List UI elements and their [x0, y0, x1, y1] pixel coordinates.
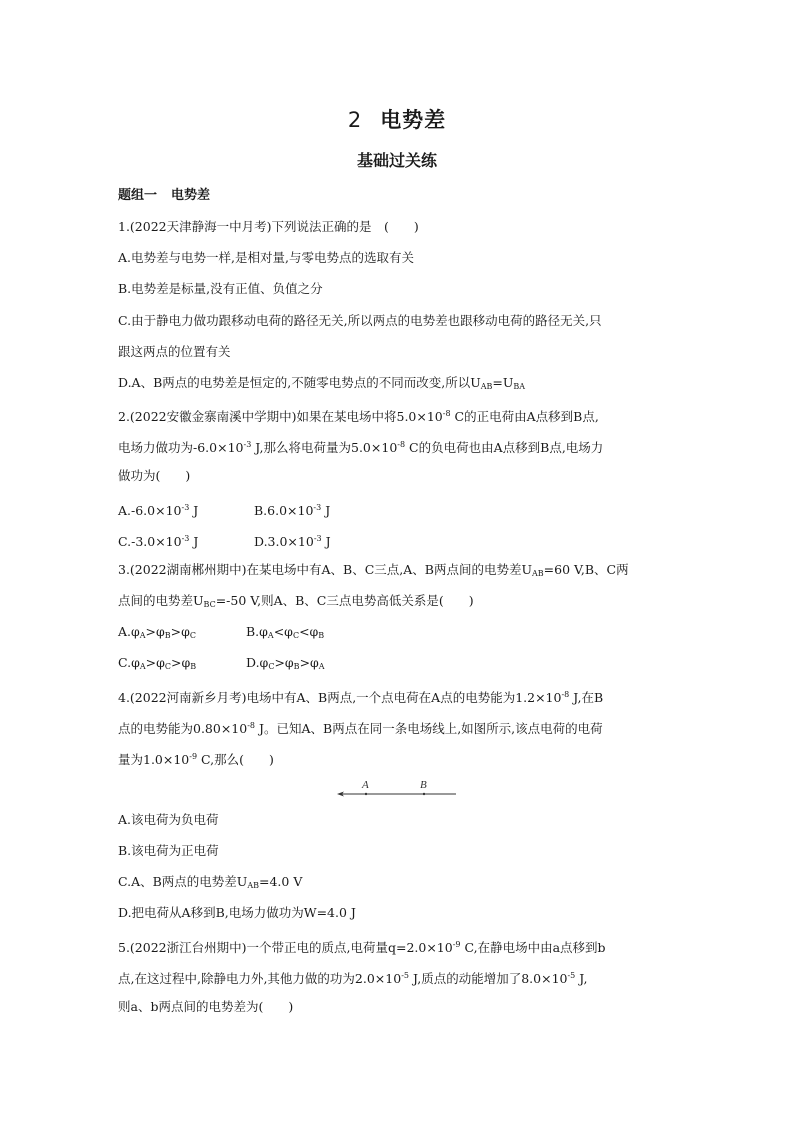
point-b-dot	[423, 793, 425, 795]
q4-option-d: D.把电荷从A移到B,电场力做功为W=4.0 J	[118, 905, 356, 920]
q2-l2-post: C的负电荷也由A点移到B点,电场力	[405, 440, 604, 455]
q4-stem-line1: 4.(2022河南新乡月考)电场中有A、B两点,一个点电荷在A点的电势能为$1.2\times 10^{-8}$ J,在B	[118, 690, 604, 705]
q3-option-d: $D.\varphi_C>\varphi_B>\varphi_A$	[246, 655, 325, 671]
q5-stem-line3: 则a、b两点间的电势差为( )	[118, 999, 294, 1014]
q3-option-a: $A.\varphi_A>\varphi_B>\varphi_C$	[118, 624, 197, 640]
q3-options-cd	[118, 654, 688, 676]
q1-option-c-line1: C.由于静电力做功跟移动电荷的路径无关,所以两点的电势差也跟移动电荷的路径无关,只	[118, 313, 602, 328]
q2-options-ab	[118, 499, 688, 520]
q2-stem-line2	[118, 436, 688, 457]
q1-option-b: B.电势差是标量,没有正值、负值之分	[118, 281, 323, 296]
q1-option-c-line2: 跟这两点的位置有关	[118, 344, 231, 359]
q3-option-c: $C.\varphi_A>\varphi_C>\varphi_B$	[118, 655, 197, 671]
q2-l1-sup: -8	[442, 409, 451, 418]
q2-l2-text: 电场力做功为-6.0×10	[118, 440, 244, 455]
q2-options-cd	[118, 530, 688, 551]
q2-l2-sup2: -8	[397, 440, 406, 449]
section-subtitle: 基础过关练	[356, 151, 437, 170]
point-a-label: A	[362, 779, 369, 791]
q2-l2-sup1: -3	[243, 440, 252, 449]
q2-l2-mid: J,那么将电荷量为5.0×10	[251, 440, 398, 455]
electric-field-line-diagram	[336, 777, 460, 805]
q3-options-ab	[118, 623, 688, 645]
point-b-label: B	[420, 779, 427, 791]
q3-option-b: $B.\varphi_A<\varphi_C<\varphi_B$	[246, 624, 325, 640]
q2-stem-line1	[118, 405, 688, 426]
q1-option-a: A.电势差与电势一样,是相对量,与零电势点的选取有关	[118, 250, 414, 265]
q3-stem-line2: 点间的电势差$U_{BC}=-50$ V,则A、B、C三点电势高低关系是( )	[118, 593, 474, 609]
q5-stem-line2: 点,在这过程中,除静电力外,其他力做的功为$2.0\times 10^{-5}$ J,质点的动能增加了$8.0\times 10^{-5}$ J,	[118, 971, 588, 986]
group-name: 电势差	[171, 188, 211, 203]
section-title	[0, 104, 794, 134]
q1-d-sub1: AB	[480, 382, 493, 391]
q1-d-sub2: BA	[513, 382, 526, 391]
q2-option-c: $C.-3.0\times 10^{-3}$ J	[118, 534, 199, 549]
q1-d-mid: =U	[492, 375, 514, 390]
q3-stem-line1: 3.(2022湖南郴州期中)在某电场中有A、B、C三点,A、B两点间的电势差$U_{AB}=60$ V,B、C两	[118, 562, 629, 578]
q2-l1-text: 2.(2022安徽金寨南溪中学期中)如果在某电场中将5.0×10	[118, 409, 443, 424]
point-a-dot	[365, 793, 367, 795]
q2-l1-post: C的正电荷由A点移到B点,	[450, 409, 599, 424]
q1-d-text: D.A、B两点的电势差是恒定的,不随零电势点的不同而改变,所以U	[118, 375, 481, 390]
q4-option-c: C.A、B两点的电势差$U_{AB}=4.0$ V	[118, 874, 303, 890]
section-number: 2	[347, 108, 363, 132]
q5-stem-line1: 5.(2022浙江台州期中)一个带正电的质点,电荷量$q=2.0\times 10^{-9}$ C,在静电场中由a点移到b	[118, 940, 606, 955]
q1-stem: 1.(2022天津静海一中月考)下列说法正确的是 ( )	[118, 219, 419, 234]
q4-stem-line2: 点的电势能为$0.80\times 10^{-8}$ J。已知A、B两点在同一条电场线上,如图所示,该点电荷的电荷	[118, 721, 603, 736]
q4-option-b: B.该电荷为正电荷	[118, 843, 219, 858]
q2-option-a: $A.-6.0\times 10^{-3}$ J	[118, 503, 199, 518]
group-label: 题组一	[118, 188, 158, 203]
q2-option-b: $B.6.0\times 10^{-3}$ J	[254, 503, 331, 518]
group-heading	[118, 187, 688, 205]
section-title-text: 电势差	[380, 108, 447, 132]
q2-option-d: $D.3.0\times 10^{-3}$ J	[254, 534, 331, 549]
q1-option-d	[118, 374, 688, 396]
q4-stem-line3: 量为$1.0\times 10^{-9}$ C,那么( )	[118, 752, 274, 767]
q4-option-a: A.该电荷为负电荷	[118, 812, 219, 827]
q2-stem-line3: 做功为( )	[118, 468, 191, 483]
